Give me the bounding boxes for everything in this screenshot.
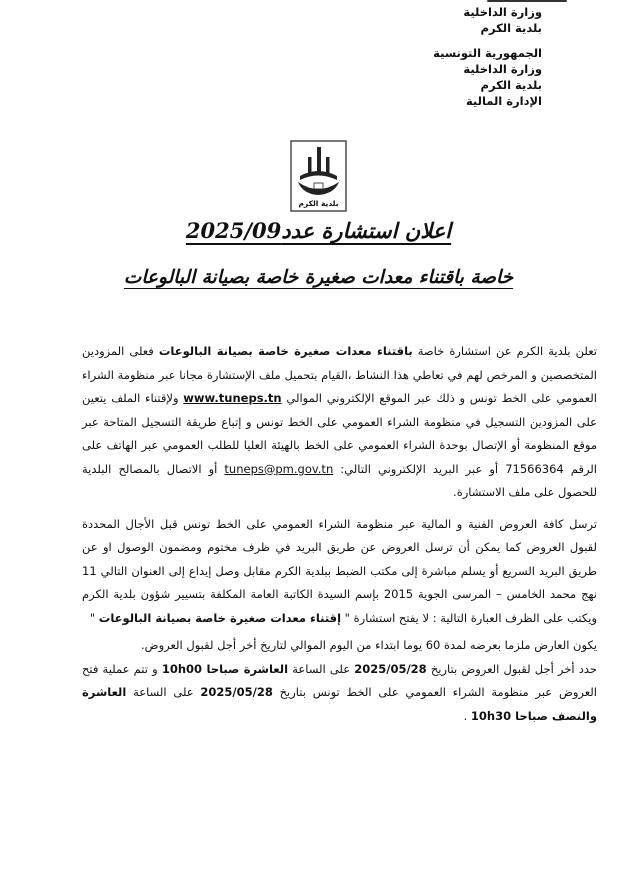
announcement-subtitle: خاصة باقتناء معدات صغيرة خاصة بصيانة البالوعات bbox=[123, 267, 514, 288]
p4-text-c: و تتم عملية فتح العروض عبر منظومة الشراء العمومي على الخط تونس بتاريخ bbox=[82, 661, 597, 699]
header-top-municipality: بلدية الكرم bbox=[480, 21, 542, 35]
top-cut-artifact bbox=[487, 0, 567, 3]
header-republic: الجمهورية التونسية bbox=[433, 46, 542, 60]
p1-text-d: ولإقتناء الملف يتعين على المزودين التسجيل في منظومة الشراء العمومي على الخط تونس و إتباع طريقة التسجيل المتاحة عبر موقع المنظومة أو الإتصال بوحدة الشراء العمومي على الخط بالهيئة العليا للطلب العمومي عبر الهاتف على الرقم bbox=[82, 391, 597, 476]
announcement-body bbox=[82, 340, 597, 728]
letterhead bbox=[433, 45, 542, 109]
deadline-date: 2025/05/28 bbox=[354, 661, 427, 676]
p2-envelope-label-bold: إقتناء معدات صغيرة خاصة بصيانة البالوعات bbox=[98, 610, 342, 625]
logo-emblem bbox=[314, 183, 323, 189]
p1-text-a: تعلن بلدية الكرم عن استشارة خاصة bbox=[412, 344, 597, 358]
municipality-logo bbox=[290, 140, 347, 212]
paragraph-validity: يكون العارض ملزما بعرضه لمدة 60 يوما ابتداء من اليوم الموالي لتاريخ أخر أجل لقبول العروض. bbox=[141, 638, 597, 652]
logo-wave bbox=[300, 171, 337, 180]
p1-text-e: أو عبر البريد الإلكتروني التالي: bbox=[333, 461, 506, 476]
p1-text-c: فعلى المزودين المتخصصين و المرخص لهم في تعاطي هذا النشاط ،القيام بتحميل ملف الإستشارة مجانا عبر منظومة الشراء العمومي على الخط تونس و ذلك عبر الموقع الإلكتروني الموالي bbox=[82, 344, 597, 405]
paragraph-invitation bbox=[82, 340, 597, 505]
deadline-time: العاشرة صباحا 10h00 bbox=[161, 661, 289, 676]
opening-time: العاشرة والنصف صباحا 10h30 bbox=[82, 685, 597, 723]
p1-text-f: أو الاتصال بالمصالح البلدية للحصول على ملف الاستشارة. bbox=[82, 461, 597, 499]
p2-text-c: " bbox=[89, 610, 99, 625]
logo-tower bbox=[317, 147, 321, 175]
p4-text-d: على الساعة bbox=[126, 685, 201, 699]
announcement-title: اعلان استشارة عدد2025/09 bbox=[185, 218, 452, 243]
header-top-block bbox=[463, 4, 542, 36]
opening-date: 2025/05/28 bbox=[200, 685, 273, 699]
p4-text-b: على الساعة bbox=[288, 661, 355, 676]
phone-number: 71566364 bbox=[505, 461, 564, 476]
p4-text-a: حدد أخر أجل لقبول العروض بتاريخ bbox=[426, 661, 597, 676]
header-ministry: وزارة الداخلية bbox=[463, 62, 542, 76]
paragraph-submission bbox=[82, 513, 597, 631]
p4-text-e: . bbox=[463, 708, 471, 723]
header-top-ministry: وزارة الداخلية bbox=[463, 5, 542, 19]
header-department: الإدارة المالية bbox=[465, 94, 542, 108]
logo-caption: بلدية الكرم bbox=[298, 199, 339, 208]
p2-text-a: ترسل كافة العروض الفنية و المالية عبر منظومة الشراء العمومي على الخط تونس قبل الأجال المحددة لقبول العروض كما يمكن أن ترسل العروض عن طريق البريد في ظرف مختوم ومضمون الوصول او عن طريق البريد السريع أو يسلم مباشرة إلى مكتب الضبط ببلدية الكرم مقابل وصل إيداع إلى العنوان التالي 11 نهج محمد الخامس – المرسى الجوية 2015 بإسم السيدة الكاتبة العامة المكلفة بتسيير شؤون بلدية الكرم ويكتب على الظرف العبارة التالية : لا يفتح استشارة " bbox=[82, 516, 598, 625]
p1-subject-bold: باقتناء معدات صغيرة خاصة بصيانة البالوعات bbox=[158, 344, 413, 358]
header-municipality: بلدية الكرم bbox=[480, 78, 542, 92]
email-link[interactable]: tuneps@pm.gov.tn bbox=[224, 461, 334, 476]
paragraph-deadline bbox=[82, 658, 597, 729]
website-link[interactable]: www.tuneps.tn bbox=[183, 391, 282, 405]
